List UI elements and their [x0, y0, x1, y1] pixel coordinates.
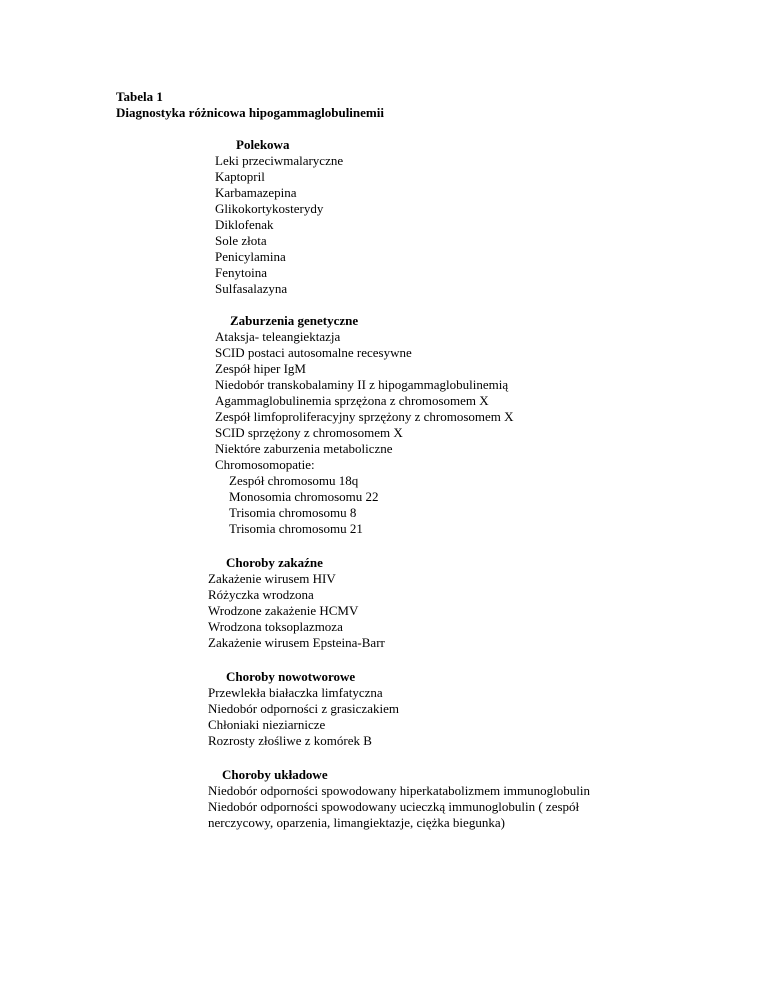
table-number: Tabela 1	[116, 89, 163, 104]
list-item: Niedobór odporności spowodowany ucieczką immunoglobulin ( zespół	[208, 799, 580, 814]
list-item: Zespół limfoproliferacyjny sprzężony z chromosomem X	[215, 409, 514, 424]
list-item: Fenytoina	[215, 265, 267, 280]
section-heading: Zaburzenia genetyczne	[230, 313, 359, 328]
section-heading: Choroby układowe	[222, 767, 328, 782]
list-item: Niedobór odporności z grasiczakiem	[208, 701, 399, 716]
section-heading: Polekowa	[236, 137, 290, 152]
sub-list-item: Monosomia chromosomu 22	[229, 489, 379, 504]
list-item: Niedobór transkobalaminy II z hipogammaglobulinemią	[215, 377, 509, 392]
list-item: Penicylamina	[215, 249, 286, 264]
list-item: Przewlekła białaczka limfatyczna	[208, 685, 383, 700]
list-item: Wrodzone zakażenie HCMV	[208, 603, 359, 618]
list-item: Ataksja- teleangiektazja	[215, 329, 341, 344]
sub-list-item: Trisomia chromosomu 21	[229, 521, 363, 536]
list-item: Diklofenak	[215, 217, 274, 232]
section-heading: Choroby zakaźne	[226, 555, 323, 570]
list-item: Zakażenie wirusem HIV	[208, 571, 336, 586]
list-item: Zakażenie wirusem Epsteina-Barr	[208, 635, 385, 650]
list-item: Agammaglobulinemia sprzężona z chromosomem X	[215, 393, 489, 408]
section-heading: Choroby nowotworowe	[226, 669, 356, 684]
list-item: SCID postaci autosomalne recesywne	[215, 345, 412, 360]
list-item: Wrodzona toksoplazmoza	[208, 619, 343, 634]
list-item: Niedobór odporności spowodowany hiperkatabolizmem immunoglobulin	[208, 783, 590, 798]
sub-list-item: Zespół chromosomu 18q	[229, 473, 359, 488]
list-item: Glikokortykosterydy	[215, 201, 324, 216]
list-item: Zespół hiper IgM	[215, 361, 306, 376]
list-item: SCID sprzężony z chromosomem X	[215, 425, 403, 440]
list-item: Chłoniaki nieziarnicze	[208, 717, 326, 732]
list-item: Leki przeciwmalaryczne	[215, 153, 344, 168]
list-item: Rozrosty złośliwe z komórek B	[208, 733, 372, 748]
list-item: Sulfasalazyna	[215, 281, 288, 296]
list-item: Chromosomopatie:	[215, 457, 315, 472]
list-item: Sole złota	[215, 233, 267, 248]
sub-list-item: Trisomia chromosomu 8	[229, 505, 357, 520]
list-item: Niektóre zaburzenia metaboliczne	[215, 441, 393, 456]
table-title: Diagnostyka różnicowa hipogammaglobulinemii	[116, 105, 384, 120]
list-item: Karbamazepina	[215, 185, 297, 200]
list-item: Różyczka wrodzona	[208, 587, 314, 602]
list-item: nerczycowy, oparzenia, limangiektazje, ciężka biegunka)	[208, 815, 505, 830]
list-item: Kaptopril	[215, 169, 265, 184]
